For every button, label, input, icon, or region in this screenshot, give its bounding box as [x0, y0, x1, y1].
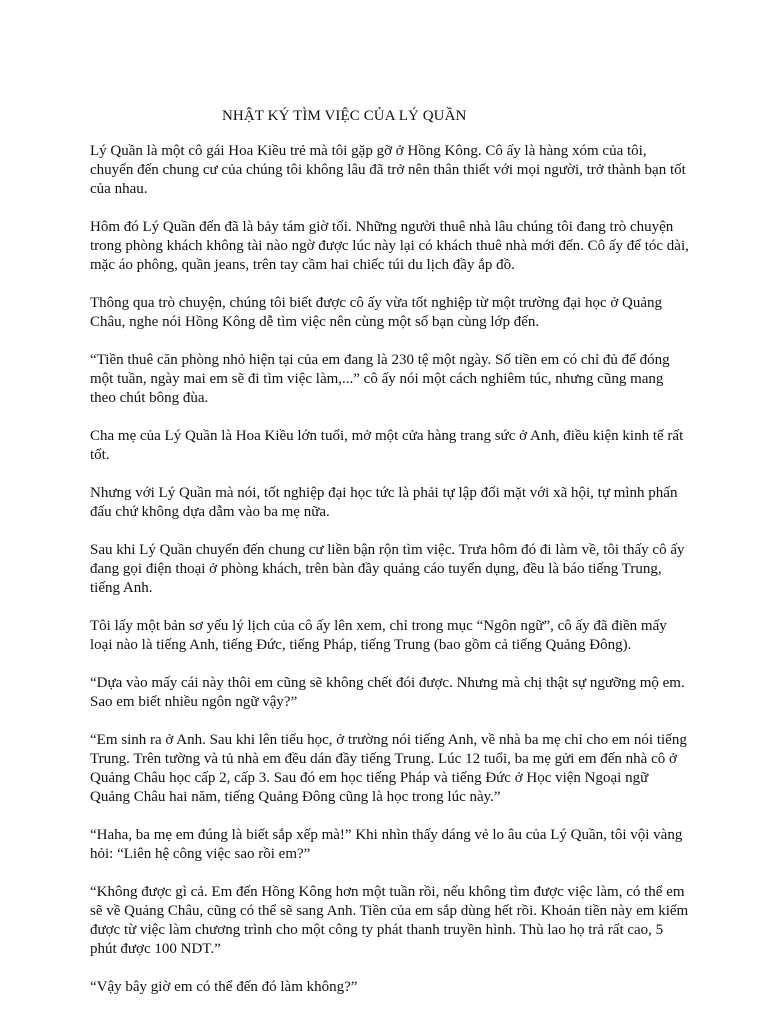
document-title: NHẬT KÝ TÌM VIỆC CỦA LÝ QUẦN — [222, 108, 467, 124]
paragraph: “Dựa vào mấy cái này thôi em cũng sẽ không chết đói được. Nhưng mà chị thật sự ngưỡng mộ em. Sao em biết nhiều ngôn ngữ vậy?” — [90, 675, 685, 710]
paragraph: “Em sinh ra ở Anh. Sau khi lên tiểu học, ở trường nói tiếng Anh, về nhà ba mẹ chỉ cho em nói tiếng Trung. Trên tường và tủ nhà em đều dán đầy tiếng Trung. Lúc 12 tuổi, ba mẹ gửi em đến nhà cô ở Quảng Châu học cấp 2, cấp 3. Sau đó em học tiếng Pháp và tiếng Đức ở Học viện Ngoại ngữ Quảng Châu hai năm, tiếng Quảng Đông cũng là học trong lúc này.” — [90, 732, 687, 805]
paragraph: Sau khi Lý Quần chuyển đến chung cư liền bận rộn tìm việc. Trưa hôm đó đi làm về, tôi thấy cô ấy đang gọi điện thoại ở phòng khách, trên bàn đầy quảng cáo tuyển dụng, đều là báo tiếng Trung, tiếng Anh. — [90, 542, 685, 596]
paragraph: Cha mẹ của Lý Quần là Hoa Kiều lớn tuổi, mở một cửa hàng trang sức ở Anh, điều kiện kinh tế rất tốt. — [90, 428, 684, 463]
paragraph: “Không được gì cả. Em đến Hồng Kông hơn một tuần rồi, nếu không tìm được việc làm, có thể em sẽ về Quảng Châu, cũng có thể sẽ sang Anh. Tiền của em sắp dùng hết rồi. Khoản tiền này em kiếm được từ việc làm chương trình cho một công ty phát thanh truyền hình. Thù lao họ trả rất cao, 5 phút được 100 NDT.” — [90, 884, 689, 957]
paragraph: “Haha, ba mẹ em đúng là biết sắp xếp mà!” Khi nhìn thấy dáng vẻ lo âu của Lý Quần, tôi vội vàng hỏi: “Liên hệ công việc sao rồi em?” — [90, 827, 683, 862]
paragraph: Nhưng với Lý Quần mà nói, tốt nghiệp đại học tức là phải tự lập đối mặt với xã hội, tự mình phấn đấu chứ không dựa dẫm vào ba mẹ nữa. — [90, 485, 678, 520]
paragraph: Tôi lấy một bản sơ yếu lý lịch của cô ấy lên xem, chỉ trong mục “Ngôn ngữ”, cô ấy đã điền mấy loại nào là tiếng Anh, tiếng Đức, tiếng Pháp, tiếng Trung (bao gồm cả tiếng Quảng Đông). — [90, 618, 667, 653]
paragraph: Thông qua trò chuyện, chúng tôi biết được cô ấy vừa tốt nghiệp từ một trường đại học ở Quảng Châu, nghe nói Hồng Kông dễ tìm việc nên cùng một số bạn cùng lớp đến. — [90, 295, 663, 330]
document-body — [90, 142, 690, 1016]
paragraph: “Tiền thuê căn phòng nhỏ hiện tại của em đang là 230 tệ một ngày. Số tiền em có chỉ đủ để đóng một tuần, ngày mai em sẽ đi tìm việc làm,...” cô ấy nói một cách nghiêm túc, nhưng cũng mang theo chút bông đùa. — [90, 352, 670, 406]
paragraph: Hôm đó Lý Quần đến đã là bảy tám giờ tối. Những người thuê nhà lâu chúng tôi đang trò chuyện trong phòng khách không tài nào ngờ được lúc này lại có khách thuê nhà mới đến. Cô ấy để tóc dài, mặc áo phông, quần jeans, trên tay cầm hai chiếc túi du lịch đầy ắp đồ. — [90, 219, 689, 273]
paragraph: Lý Quần là một cô gái Hoa Kiều trẻ mà tôi gặp gỡ ở Hồng Kông. Cô ấy là hàng xóm của tôi, chuyển đến chung cư của chúng tôi không lâu đã trở nên thân thiết với mọi người, trở thành bạn tốt của nhau. — [90, 143, 686, 197]
paragraph: “Vậy bây giờ em có thể đến đó làm không?” — [90, 979, 358, 995]
